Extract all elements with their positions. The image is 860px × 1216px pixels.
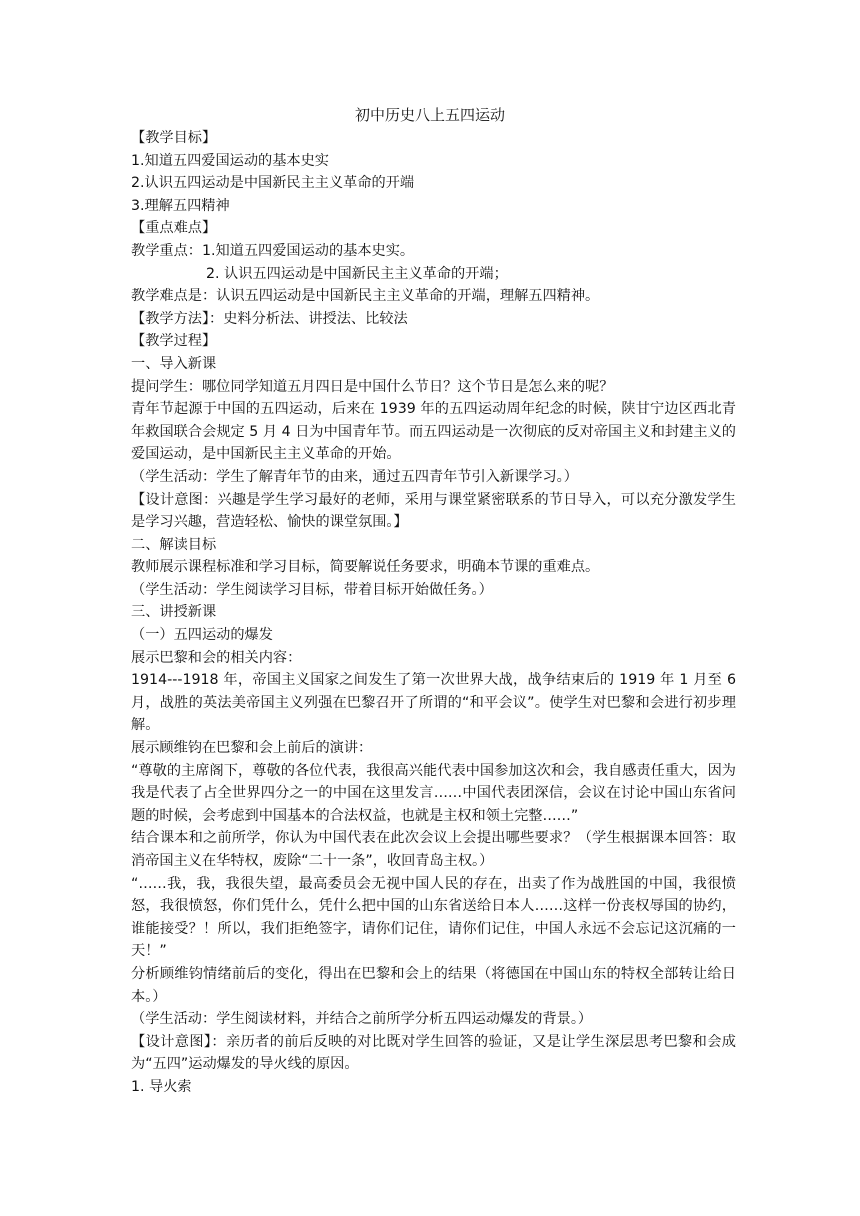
quotation: “尊敬的主席阁下，尊敬的各位代表，我很高兴能代表中国参加这次和会，我自感责任重大，因为我是代表了占全世界四分之一的中国在这里发言……中国代表团深信，会议在讨论中国山东省问题的时候，会考虑到中国基本的合法权益，也就是主权和领土完整……” [131,762,736,824]
quotation: “……我，我，我很失望，最高委员会无视中国人民的存在，出卖了作为战胜国的中国，我很愤怒，我很愤怒，你们凭什么，凭什么把中国的山东省送给日本人……这样一份丧权辱国的协约，谁能接受？！所以，我们拒绝签字，请你们记住，请你们记住，中国人永远不会忘记这沉痛的一天！” [131,875,736,960]
teaching-methods-line: 【教学方法】：史料分析法、讲授法、比较法 [131,310,408,327]
paragraph: 展示巴黎和会的相关内容： [131,649,302,666]
paragraph: 1914---1918 年，帝国主义国家之间发生了第一次世界大战，战争结束后的 1919 年 1 月至 6 月，战胜的英法美帝国主义列强在巴黎召开了所谓的“和平会议”。使学生对巴黎和会进行初步理解。 [131,672,736,734]
paragraph: 教师展示课程标准和学习目标，简要解说任务要求，明确本节课的重难点。 [131,559,600,576]
paragraph: 结合课本和之前所学，你认为中国代表在此次会议上会提出哪些要求？（学生根据课本回答：取消帝国主义在华特权，废除“二十一条”，收回青岛主权。） [131,830,736,869]
subsection-heading: 一、导入新课 [131,355,217,372]
objective-item: 1.知道五四爱国运动的基本史实 [131,152,329,169]
difficult-point-line: 教学难点是：认识五四运动是中国新民主主义革命的开端，理解五四精神。 [131,288,600,305]
student-activity-note: （学生活动：学生阅读学习目标，带着目标开始做任务。） [131,581,493,598]
subsection-heading: 二、解读目标 [131,536,217,553]
key-point-line-indented: 2. 认识五四运动是中国新民主主义革命的开端； [206,265,508,282]
student-activity-note: （学生活动：学生阅读材料，并结合之前所学分析五四运动爆发的背景。） [131,1011,593,1028]
numbered-heading: 1. 导火索 [131,1078,192,1095]
document-title: 初中历史八上五四运动 [354,106,505,124]
design-intent-note: 【设计意图】：亲历者的前后反映的对比既对学生回答的验证，又是让学生深层思考巴黎和会成为“五四”运动爆发的导火线的原因。 [131,1033,736,1073]
section-heading-key-points: 【重点难点】 [131,220,217,237]
section-heading-objectives: 【教学目标】 [131,130,217,146]
document-body [131,127,736,1099]
subsection-heading: 三、讲授新课 [131,604,217,621]
section-heading-process: 【教学过程】 [131,333,217,350]
student-activity-note: （学生活动：学生了解青年节的由来，通过五四青年节引入新课学习。） [131,468,578,485]
paragraph: 分析顾维钧情绪前后的变化，得出在巴黎和会上的结果（将德国在中国山东的特权全部转让给日本。） [131,965,736,1005]
sub-subsection-heading: （一）五四运动的爆发 [131,627,273,644]
paragraph: 青年节起源于中国的五四运动，后来在 1939 年的五四运动周年纪念的时候，陕甘宁边区西北青年救国联合会规定 5 月 4 日为中国青年节。而五四运动是一次彻底的反对帝国主义和封建主义的爱国运动，是中国新民主主义革命的开始。 [131,401,736,463]
key-point-line: 教学重点：1.知道五四爱国运动的基本史实。 [131,242,415,259]
objective-item: 3.理解五四精神 [131,197,230,214]
design-intent-note: 【设计意图：兴趣是学生学习最好的老师，采用与课堂紧密联系的节日导入，可以充分激发学生是学习兴趣，营造轻松、愉快的课堂氛围。】 [131,491,736,531]
paragraph: 展示顾维钧在巴黎和会上前后的演讲： [131,740,373,757]
paragraph: 提问学生：哪位同学知道五月四日是中国什么节日？这个节日是怎么来的呢？ [131,378,614,395]
objective-item: 2.认识五四运动是中国新民主主义革命的开端 [131,175,415,192]
